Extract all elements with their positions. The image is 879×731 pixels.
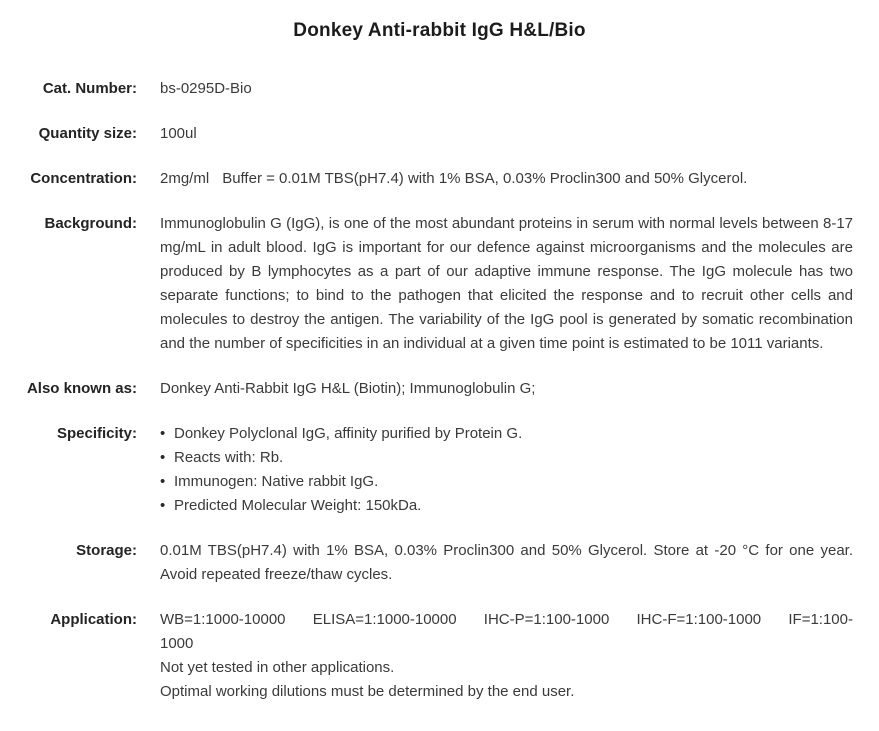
specificity-label: Specificity:	[56, 425, 137, 442]
field-row-concentration	[0, 167, 879, 191]
storage-label: Storage:	[76, 542, 137, 559]
application-value	[160, 608, 853, 704]
also-known-as-label: Also known as:	[26, 380, 137, 397]
concentration-value	[160, 167, 853, 191]
specificity-item-text: Reacts with: Rb.	[174, 449, 284, 466]
cat-number-value: bs-0295D-Bio	[160, 80, 252, 97]
concentration-amount: 2mg/ml	[160, 170, 210, 187]
application-note: Not yet tested in other applications.	[160, 659, 395, 676]
quantity-size-label: Quantity size:	[38, 125, 137, 142]
field-row-background	[0, 212, 879, 356]
cat-number-label: Cat. Number:	[42, 80, 137, 97]
list-item	[160, 494, 853, 518]
application-note: Optimal working dilutions must be determined by the end user.	[160, 683, 575, 700]
quantity-size-value: 100ul	[160, 125, 197, 142]
list-item	[160, 422, 853, 446]
background-label: Background:	[44, 215, 137, 232]
field-row-also-known-as	[0, 377, 879, 401]
page-title: Donkey Anti-rabbit IgG H&L/Bio	[293, 20, 586, 41]
application-label: Application:	[50, 611, 137, 628]
also-known-as-value: Donkey Anti-Rabbit IgG H&L (Biotin); Immunoglobulin G;	[160, 380, 536, 397]
specificity-item-text: Predicted Molecular Weight: 150kDa.	[174, 497, 422, 514]
list-item	[160, 446, 853, 470]
application-dilutions: WB=1:1000-10000 ELISA=1:1000-10000 IHC-P=1:100-1000 IHC-F=1:100-1000 IF=1:100-1000	[160, 611, 853, 652]
field-row-application	[0, 608, 879, 704]
bullet-icon: •	[160, 497, 166, 514]
concentration-buffer: Buffer = 0.01M TBS(pH7.4) with 1% BSA, 0.03% Proclin300 and 50% Glycerol.	[222, 170, 748, 187]
bullet-icon: •	[160, 473, 166, 490]
specificity-item-text: Donkey Polyclonal IgG, affinity purified by Protein G.	[174, 425, 523, 442]
bullet-icon: •	[160, 449, 166, 466]
field-row-cat-number	[0, 77, 879, 101]
list-item	[160, 470, 853, 494]
field-row-quantity-size	[0, 122, 879, 146]
concentration-label: Concentration:	[30, 170, 137, 187]
background-value: Immunoglobulin G (IgG), is one of the most abundant proteins in serum with normal levels between 8-17 mg/mL in adult blood. IgG is important for our defence against microorganisms and the molecules are produced by B lymphocytes as a part of our adaptive immune response. The IgG molecule has two separate functions; to bind to the pathogen that elicited the response and to recruit other cells and molecules to destroy the antigen. The variability of the IgG pool is generated by somatic recombination and the number of specificities in an individual at a given time point is estimated to be 1011 variants.	[160, 215, 853, 352]
field-row-specificity	[0, 422, 879, 518]
specificity-list	[160, 422, 853, 518]
specificity-item-text: Immunogen: Native rabbit IgG.	[174, 473, 379, 490]
storage-value: 0.01M TBS(pH7.4) with 1% BSA, 0.03% Proclin300 and 50% Glycerol. Store at -20 °C for one year. Avoid repeated freeze/thaw cycles.	[160, 542, 853, 583]
bullet-icon: •	[160, 425, 166, 442]
field-row-storage	[0, 539, 879, 587]
